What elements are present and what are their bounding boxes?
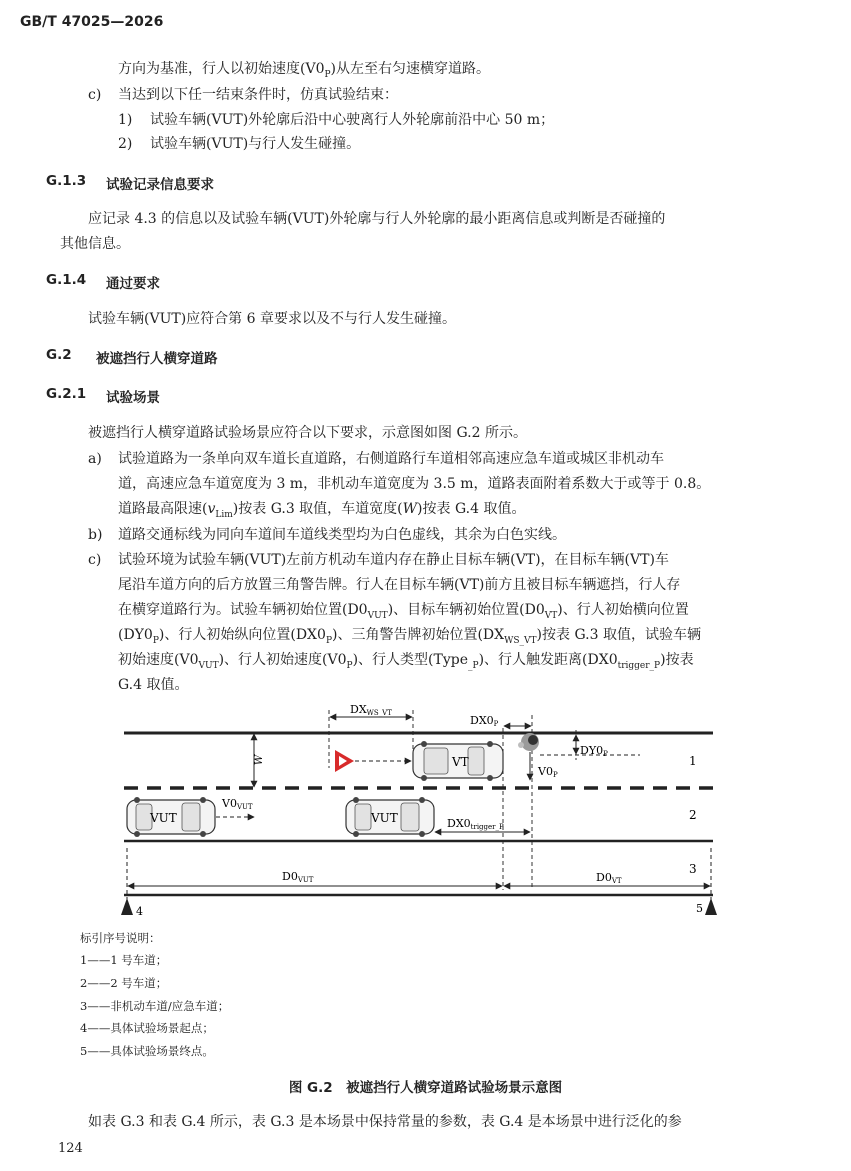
sub-item-1-label: 1) (118, 112, 133, 128)
dx-ws-vt-label: DXWS_VT (350, 703, 392, 717)
list-item-b-text: 道路交通标线为同向车道间车道线类型均为白色虚线，其余为白色实线。 (118, 527, 566, 543)
vut-label-start: VUT (150, 811, 177, 825)
list-item-c2-line2: 尾沿车道方向的后方放置三角警告牌。行人在目标车辆(VT)前方且被目标车辆遮挡，行人存 (118, 577, 681, 593)
list-item-b-label: b) (88, 527, 103, 543)
list-item-c-label: c) (88, 87, 102, 103)
warning-triangle-icon (335, 750, 354, 772)
list-item-c2-line4: $(DY0_P)$、行人初始纵向位置$(DX0_P)$、三角警告牌初始位置$(DX_{WS\_VT})$按表 G.3 取值，试验车辆 (118, 627, 701, 646)
section-g13-number: G.1.3 (46, 173, 87, 189)
figure-caption: 图 G.2 被遮挡行人横穿道路试验场景示意图 (288, 1080, 563, 1096)
section-g2-title: 被遮挡行人横穿道路 (96, 351, 218, 367)
lane-1-number: 1 (689, 754, 697, 768)
v0vut-label: V0VUT (222, 797, 253, 811)
intro-line: 方向为基准，行人以初始速度$(V0_P)$从左至右匀速横穿道路。 (118, 61, 491, 80)
d0vut-label: D0VUT (282, 870, 314, 884)
sub-item-2-text: 试验车辆(VUT)与行人发生碰撞。 (150, 136, 361, 152)
list-item-c2-line5: 初始速度$(V0_{VUT})$、行人初始速度$(V0_P)$、行人类型(Type$_{\_P}$)、行人触发距离$(DX0_{trigger\_P})$按表 (118, 652, 694, 671)
v0p-label: V0P (538, 765, 558, 779)
list-item-c-text: 当达到以下任一结束条件时，仿真试验结束： (118, 87, 398, 103)
section-g14-number: G.1.4 (46, 272, 87, 288)
section-g13-title: 试验记录信息要求 (106, 177, 214, 193)
start-point-number: 4 (136, 905, 143, 918)
list-item-c2-line1: 试验环境为试验车辆(VUT)左前方机动车道内存在静止目标车辆(VT)，在目标车辆(VT)车 (118, 552, 669, 568)
list-item-a-label: a) (88, 451, 102, 467)
legend-item: 4——具体试验场景起点； (80, 1021, 214, 1035)
legend-item: 3——非机动车道/应急车道； (80, 999, 230, 1013)
legend-item: 5——具体试验场景终点。 (80, 1044, 214, 1058)
scenario-diagram (0, 700, 851, 925)
dx0-trigger-label: DX0trigger_P (447, 817, 504, 831)
list-item-a-line1: 试验道路为一条单向双车道长直道路，右侧道路行车道相邻高速应急车道或城区非机动车 (118, 451, 664, 467)
g13-paragraph-line1: 应记录 4.3 的信息以及试验车辆(VUT)外轮廓与行人外轮廓的最小距离信息或判断是否碰撞的 (88, 211, 666, 227)
page-number: 124 (58, 1141, 83, 1156)
section-g2-number: G.2 (46, 347, 72, 363)
list-item-a-line3: 道路最高限速$(v_{Lim})$按表 G.3 取值，车道宽度(W)按表 G.4 取值。 (118, 501, 526, 520)
g13-paragraph-line2: 其他信息。 (60, 236, 130, 252)
start-point-marker-icon (121, 898, 133, 915)
d0vt-label: D0VT (596, 871, 622, 885)
lane-width-label: W (254, 754, 265, 766)
bottom-paragraph: 如表 G.3 和表 G.4 所示，表 G.3 是本场景中保持常量的参数，表 G.4 是本场景中进行泛化的参 (88, 1114, 682, 1130)
sub-item-2-label: 2) (118, 136, 133, 152)
dy0p-label: DY0P (580, 744, 608, 758)
sub-item-1-text: 试验车辆(VUT)外轮廓后沿中心驶离行人外轮廓前沿中心 50 m； (150, 112, 555, 128)
end-point-number: 5 (696, 902, 703, 915)
section-g21-number: G.2.1 (46, 386, 87, 402)
g21-intro: 被遮挡行人横穿道路试验场景应符合以下要求，示意图如图 G.2 所示。 (88, 425, 527, 441)
vt-label: VT (452, 755, 469, 769)
end-point-marker-icon (705, 898, 717, 915)
legend-item: 2——2 号车道； (80, 976, 168, 990)
pedestrian-icon (518, 733, 539, 751)
section-g21-title: 试验场景 (106, 390, 160, 406)
standard-number: GB/T 47025—2026 (20, 14, 164, 30)
list-item-c2-label: c) (88, 552, 102, 568)
list-item-a-line2: 道，高速应急车道宽度为 3 m，非机动车道宽度为 3.5 m，道路表面附着系数大于或等于 0.8。 (118, 476, 711, 492)
dx0p-label: DX0P (470, 714, 499, 728)
lane-3-number: 3 (689, 862, 697, 876)
list-item-c2-line6: G.4 取值。 (118, 677, 189, 693)
section-g14-title: 通过要求 (106, 276, 160, 292)
list-item-c2-line3: 在横穿道路行为。试验车辆初始位置$(D0_{VUT})$、目标车辆初始位置$(D0_{VT})$、行人初始横向位置 (118, 602, 689, 621)
vut-label-trigger: VUT (371, 811, 398, 825)
legend-title: 标引序号说明： (80, 931, 161, 945)
g14-paragraph: 试验车辆(VUT)应符合第 6 章要求以及不与行人发生碰撞。 (88, 311, 456, 327)
legend-item: 1——1 号车道； (80, 953, 168, 967)
lane-2-number: 2 (689, 808, 697, 822)
test-vehicle-vut-start (127, 797, 215, 837)
target-vehicle-vt (413, 741, 503, 781)
test-vehicle-vut-trigger (346, 797, 434, 837)
